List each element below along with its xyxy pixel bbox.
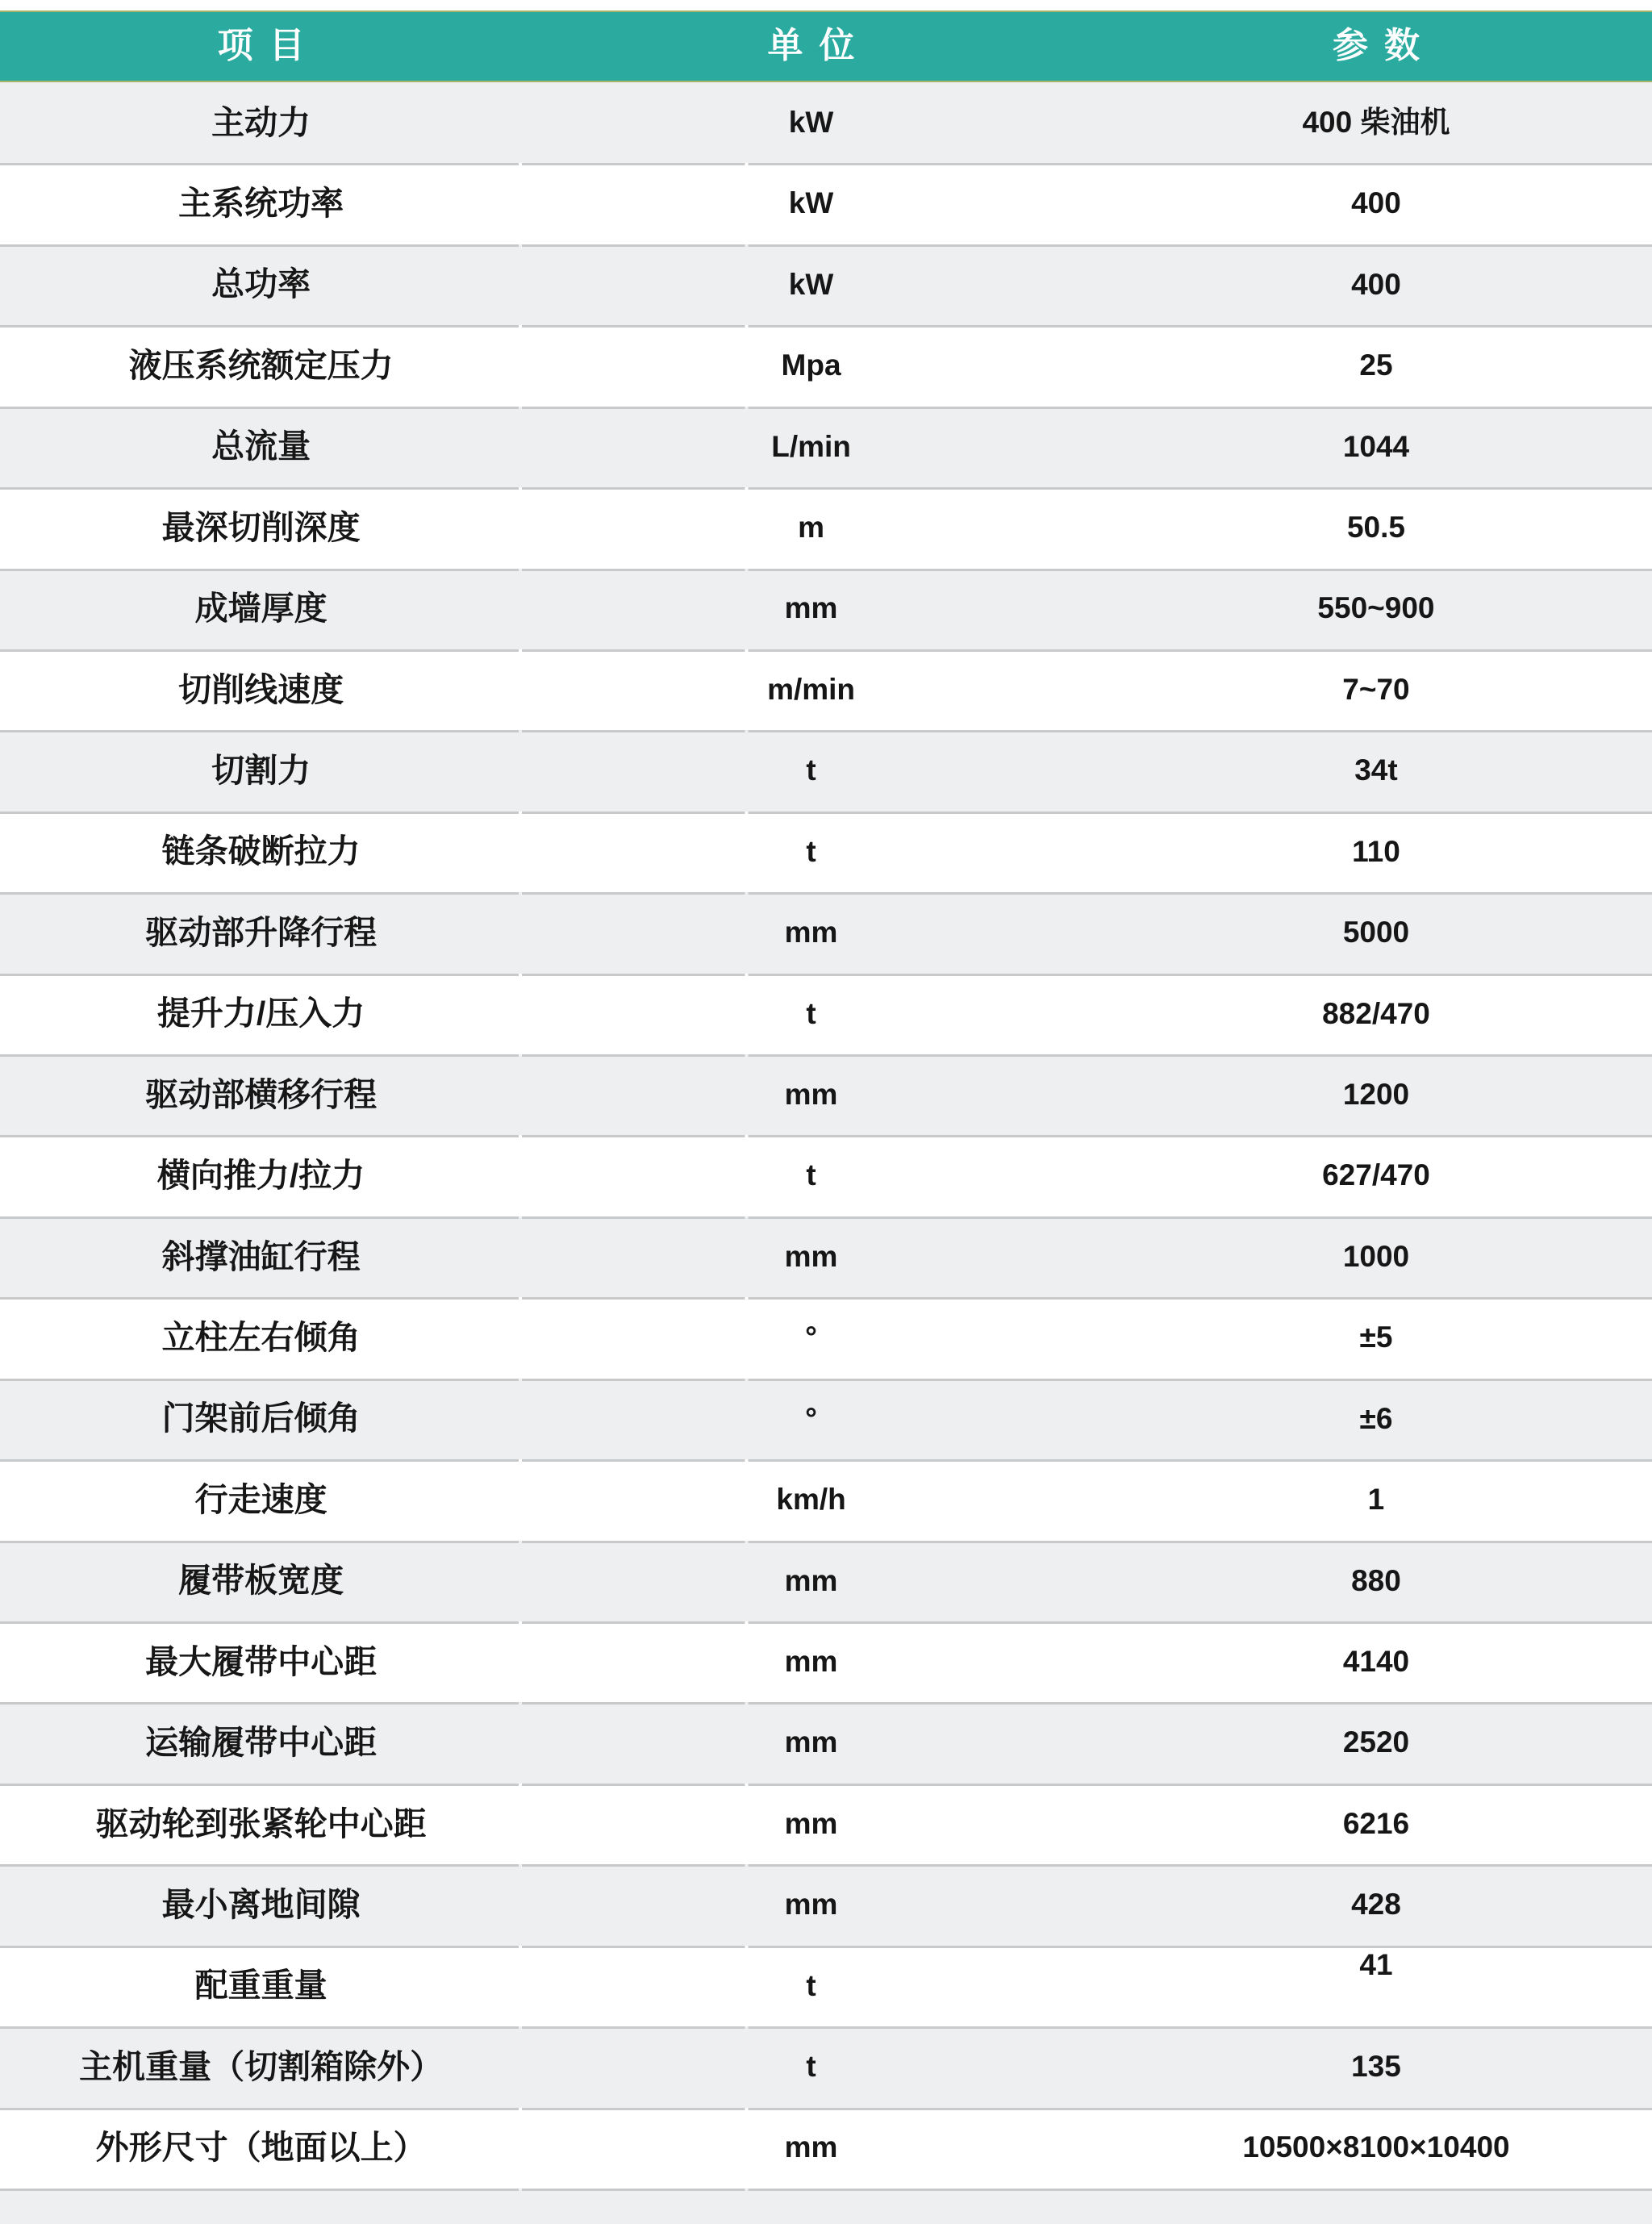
table-row [0,812,1652,892]
header-unit: 单位 [767,26,871,66]
table-row [0,2108,1652,2189]
item-cell: 切削线速度 [178,670,344,708]
unit-cell: m/min [767,672,856,706]
param-cell: 428 [1351,1888,1401,1921]
table-row [0,325,1652,406]
param-cell: ±5 [1359,1321,1393,1354]
item-cell: 总流量 [211,428,311,465]
unit-cell: mm [784,1888,838,1921]
item-cell: 最大履带中心距 [145,1642,378,1680]
table-row [0,1135,1652,1216]
table-row [0,1379,1652,1459]
item-cell: 配重重量 [194,1967,327,2005]
item-cell: 立柱左右倾角 [161,1318,361,1356]
param-cell: 135 [1351,2050,1401,2084]
table-row [0,82,1652,163]
table-row [0,730,1652,811]
unit-cell: t [806,2050,816,2084]
unit-cell: mm [784,1725,838,1759]
param-cell: 7~70 [1342,672,1410,706]
table-header-row [0,10,1652,82]
param-cell: 50.5 [1346,511,1405,545]
table-row [0,1541,1652,1621]
header-param: 参数 [1332,26,1436,66]
unit-cell: t [806,834,816,868]
param-cell: 25 [1359,348,1393,382]
table-row [0,974,1652,1054]
table-row [0,892,1652,973]
item-cell: 主动力 [211,103,311,141]
unit-cell: mm [784,1563,838,1597]
table-row [0,1784,1652,1864]
param-cell: 882/470 [1322,996,1430,1030]
unit-cell: kW [788,267,834,301]
item-cell: 横向推力/拉力 [156,1157,365,1195]
table-row [0,569,1652,649]
item-cell: 总功率 [211,265,311,303]
param-cell: ±6 [1359,1401,1393,1435]
param-cell: 400 柴油机 [1302,105,1450,139]
item-cell: 链条破断拉力 [161,832,361,870]
param-cell: 400 [1351,186,1401,220]
item-cell: 成墙厚度 [194,590,327,628]
item-cell: 驱动轮到张紧轮中心距 [95,1805,427,1842]
item-cell: 外形尺寸（地面以上） [95,2129,427,2167]
param-cell: 1200 [1342,1078,1410,1111]
unit-cell: ° [805,1321,817,1354]
item-cell: 切割力 [211,752,311,790]
param-cell: 10500×8100×10400 [1242,2130,1510,2164]
table-row [0,1297,1652,1378]
table-body [0,82,1652,2189]
header-item: 项目 [217,26,321,66]
param-cell: 6216 [1342,1806,1410,1840]
table-row [0,1946,1652,2026]
table-row [0,1216,1652,1297]
item-cell: 履带板宽度 [178,1562,344,1600]
param-cell: 5000 [1342,916,1410,949]
unit-cell: t [806,996,816,1030]
item-cell: 行走速度 [194,1480,327,1518]
param-cell: 880 [1351,1563,1401,1597]
param-cell: 400 [1351,267,1401,301]
unit-cell: m [798,511,824,545]
item-cell: 斜撑油缸行程 [161,1237,361,1275]
table-row [0,1702,1652,1783]
unit-cell: mm [784,1239,838,1273]
table-row [0,649,1652,730]
unit-cell: km/h [776,1483,846,1517]
table-row [0,1621,1652,1702]
param-cell: 4140 [1342,1644,1410,1678]
param-cell: 550~900 [1317,591,1435,625]
unit-cell: ° [805,1401,817,1435]
item-cell: 驱动部升降行程 [145,913,378,951]
param-cell: 110 [1352,834,1400,868]
unit-cell: t [806,1158,816,1192]
item-cell: 运输履带中心距 [145,1724,378,1762]
unit-cell: mm [784,916,838,949]
table-row [0,407,1652,487]
item-cell: 最深切削深度 [161,508,361,546]
table-row [0,487,1652,568]
param-cell: 34t [1354,753,1398,787]
item-cell: 最小离地间隙 [161,1885,361,1923]
table-row [0,1864,1652,1945]
table-row [0,244,1652,325]
param-cell: 2520 [1342,1725,1410,1759]
item-cell: 主机重量（切割箱除外） [79,2047,444,2085]
unit-cell: mm [784,1078,838,1111]
table-row [0,1459,1652,1540]
item-cell: 主系统功率 [178,185,344,223]
footer-strip [0,2189,1652,2224]
unit-cell: mm [784,2130,838,2164]
item-cell: 液压系统额定压力 [128,346,394,384]
item-cell: 门架前后倾角 [161,1400,361,1437]
item-cell: 提升力/压入力 [156,995,365,1033]
unit-cell: kW [788,186,834,220]
unit-cell: kW [788,105,834,139]
table-row [0,2026,1652,2107]
param-cell: 1000 [1342,1239,1410,1273]
unit-cell: mm [784,1806,838,1840]
unit-cell: L/min [771,429,851,463]
unit-cell: mm [784,1644,838,1678]
unit-cell: Mpa [781,348,841,382]
param-cell: 1044 [1342,429,1410,463]
unit-cell: mm [784,591,838,625]
unit-cell: t [806,753,816,787]
table-row [0,163,1652,244]
item-cell: 驱动部横移行程 [145,1075,378,1113]
param-cell: 1 [1367,1483,1385,1517]
top-margin [0,0,1652,10]
unit-cell: t [806,1968,816,2002]
table-row [0,1054,1652,1135]
param-cell: 627/470 [1322,1158,1430,1192]
param-cell: 41 [1359,1947,1393,1981]
